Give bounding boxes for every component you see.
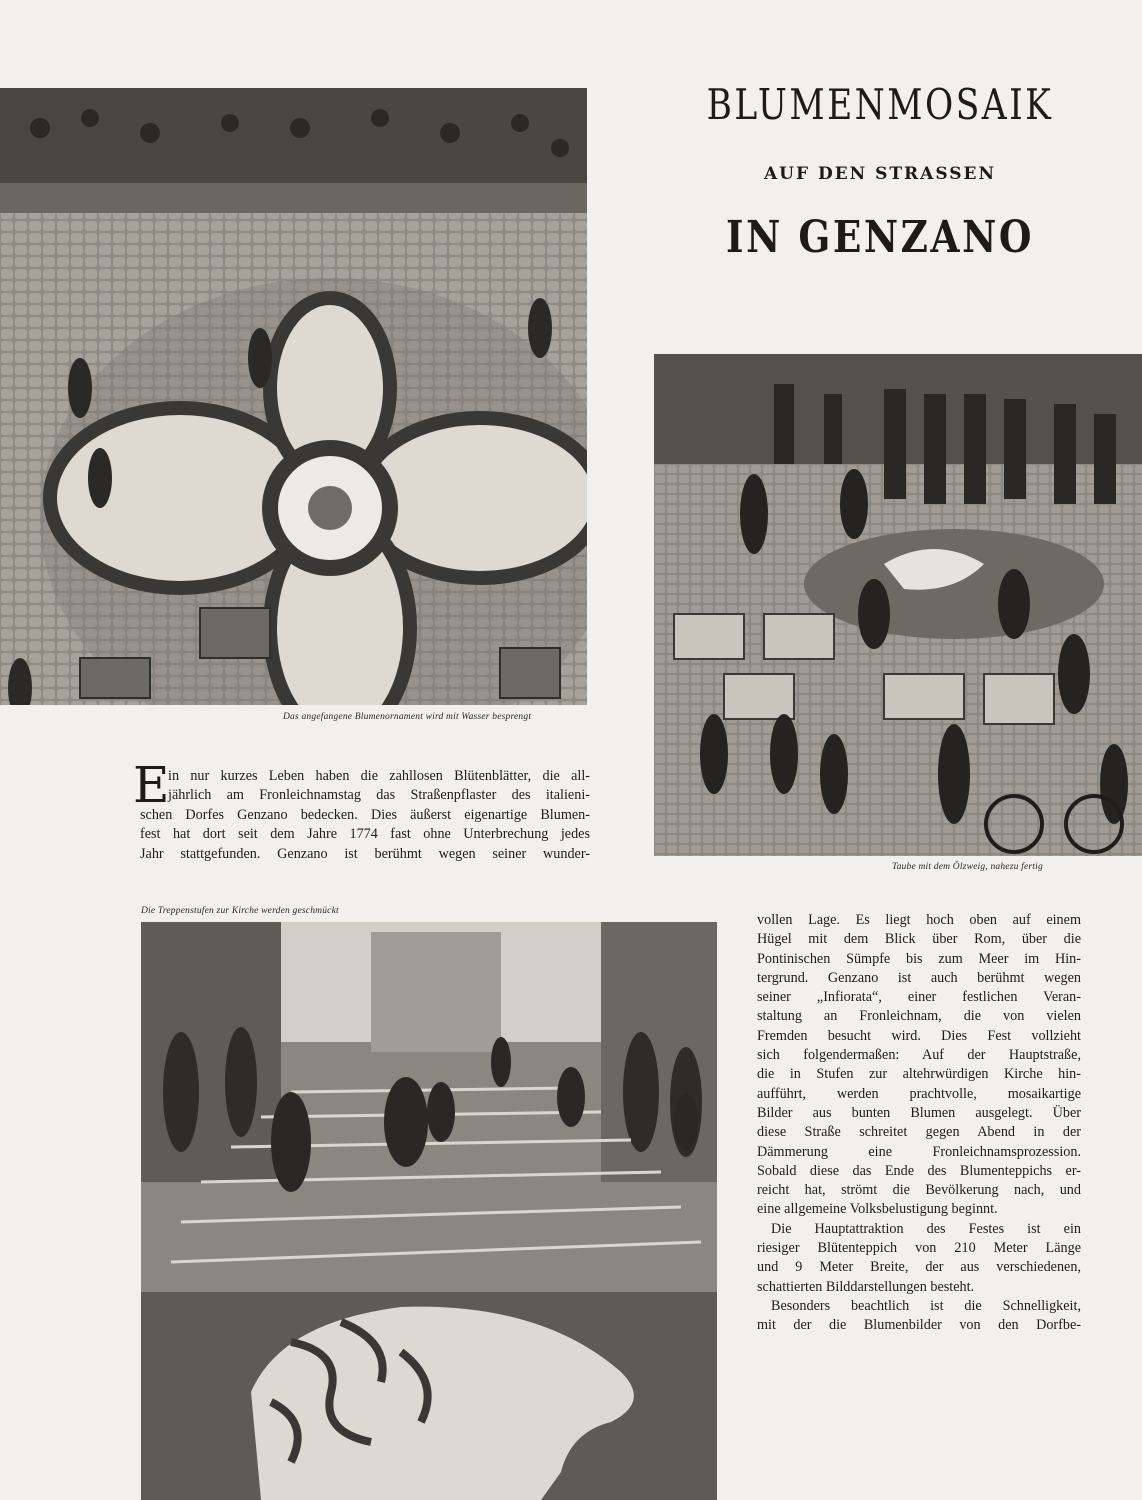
text-line: in nur kurzes Leben haben die zahllosen Blütenblätter, die all- bbox=[168, 768, 590, 784]
photo-caption: Das angefangene Blumenornament wird mit Wasser besprengt bbox=[283, 712, 532, 722]
body-column bbox=[757, 911, 1081, 1336]
text-line: sich folgendermaßen: Auf der Hauptstraße, bbox=[757, 1047, 1081, 1064]
text-line: aufführt, werden prachtvolle, mosaikartige bbox=[757, 1085, 1081, 1102]
text-line: vollen Lage. Es liegt hoch oben auf einem bbox=[757, 912, 1081, 928]
text-line: eine allgemeine Volksbelustigung beginnt. bbox=[757, 1201, 998, 1218]
intro-paragraph bbox=[168, 767, 590, 806]
text-line: schattierten Bilddarstellungen besteht. bbox=[757, 1278, 975, 1295]
photo-church-steps bbox=[141, 922, 717, 1500]
text-line: fest hat dort seit dem Jahre 1774 fast ohne Unterbrechung jedes bbox=[140, 826, 590, 843]
text-line: reicht hat, strömt die Bevölkerung nach, und bbox=[757, 1182, 1081, 1199]
text-line: tergrund. Genzano ist auch berühmt wegen bbox=[757, 969, 1081, 986]
text-line: Hügel mit dem Blick über Rom, über die bbox=[757, 931, 1081, 948]
text-line: die in Stufen zur altehrwürdigen Kirche hin- bbox=[757, 1066, 1081, 1083]
text-line: Fremden besucht wird. Dies Fest vollzieht bbox=[757, 1027, 1081, 1044]
page-title: BLUMENMOSAIK bbox=[706, 80, 1054, 129]
text-line: Jahr stattgefunden. Genzano ist berühmt wegen seiner wunder- bbox=[140, 845, 590, 862]
photo-dove-mosaic bbox=[654, 354, 1142, 856]
photo-flower-ornament bbox=[0, 88, 587, 705]
dropcap: E bbox=[133, 756, 170, 814]
text-line: Dämmerung eine Fronleichnamsprozession. bbox=[757, 1143, 1081, 1160]
page-title-place: IN GENZANO bbox=[726, 212, 1034, 263]
text-line: diese Straße schreitet gegen Abend in der bbox=[757, 1124, 1081, 1141]
text-line: Besonders beachtlich ist die Schnelligkeit, bbox=[771, 1297, 1081, 1314]
text-line: seiner „Infiorata“, einer festlichen Veran- bbox=[757, 989, 1081, 1006]
intro-paragraph-cont bbox=[140, 806, 590, 864]
page-subtitle: AUF DEN STRASSEN bbox=[763, 164, 997, 184]
text-line: jährlich am Fronleichnamstag das Straßenpflaster des italieni- bbox=[168, 787, 590, 804]
text-line: staltung an Fronleichnam, die von vielen bbox=[757, 1008, 1081, 1025]
text-line: und 9 Meter Breite, der aus verschiedenen, bbox=[757, 1259, 1081, 1276]
text-line: Pontinischen Sümpfe bis zum Meer im Hin- bbox=[757, 950, 1081, 967]
text-line: riesiger Blütenteppich von 210 Meter Länge bbox=[757, 1240, 1081, 1257]
photo-caption: Die Treppenstufen zur Kirche werden geschmückt bbox=[141, 906, 339, 916]
text-line: Sobald diese das Ende des Blumenteppichs er- bbox=[757, 1162, 1081, 1179]
photo-caption: Taube mit dem Ölzweig, nahezu fertig bbox=[892, 862, 1043, 872]
text-line: schen Dorfes Genzano bedecken. Dies äußerst eigenartige Blumen- bbox=[140, 807, 590, 823]
text-line: mit der die Blumenbilder von den Dorfbe- bbox=[757, 1317, 1081, 1334]
text-line: Die Hauptattraktion des Festes ist ein bbox=[771, 1220, 1081, 1237]
text-line: Bilder aus bunten Blumen ausgelegt. Über bbox=[757, 1104, 1081, 1121]
